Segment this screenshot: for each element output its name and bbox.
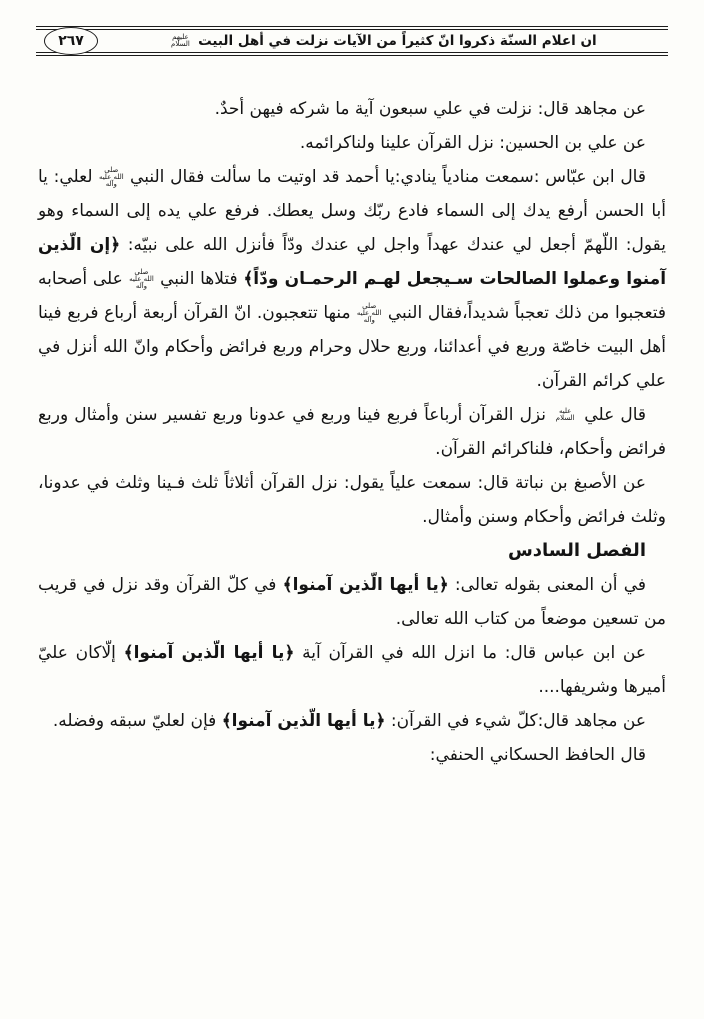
- page-number-badge: [44, 27, 98, 55]
- quran-quote: ﴿يا أيها الّذين آمنوا﴾: [123, 643, 295, 663]
- header-title-text: ان اعلام السنّة ذكروا انّ كثيراً من الآيات نزلت في أهل البيت: [198, 33, 597, 49]
- text-run: إلّاكان عليّ أميرها وشريفها....: [38, 643, 666, 697]
- header-row: [36, 30, 668, 52]
- quran-quote: ﴿إن الّذين آمنوا وعملوا الصالحات سـيجعل لهـم الرحمـان ودّاً﴾: [38, 235, 667, 289]
- text-run: لعلي: يا أبا الحسن أرفع يدك إلى السماء فادع ربّك وسل يعطك. فرفع علي يده إلى السماء وهو يقول: اللّهمّ أجعل لي عندك عهداً واجل لي عندك ودّاً فأنزل الله على نبيّه:: [38, 167, 666, 255]
- header-bottom-rule: [36, 52, 668, 56]
- paragraph: [38, 92, 666, 126]
- honorific-mark: عليهم السلام: [170, 33, 190, 48]
- paragraph: [38, 160, 666, 398]
- text-run: على أصحابه فتعجبوا من ذلك تعجباً شديداً،فقال النبي: [38, 269, 667, 323]
- text-run: عن الأصبغ بن نباتة قال: سمعت علياً يقول: نزل القرآن أثلاثاً ثلث فـينا وثلث في عدونا، وثلث فرائض وأحكام وسنن وأمثال.: [38, 473, 666, 527]
- honorific-mark: صلى الله عليه وآله: [98, 165, 124, 188]
- paragraph: [38, 738, 666, 772]
- page-number: ٢٦٧: [58, 33, 84, 49]
- text-run: عن مجاهد قال: نزلت في علي سبعون آية ما شركه فيهن أحدٌ.: [214, 99, 646, 119]
- paragraph: [38, 466, 666, 534]
- text-run: فإن لعليّ سبقه وفضله.: [52, 711, 217, 731]
- page-body: [38, 92, 666, 772]
- text-run: قال الحافظ الحسكاني الحنفي:: [429, 745, 646, 765]
- paragraph: [38, 126, 666, 160]
- quran-quote: ﴿يا أيها الّذين آمنوا﴾: [282, 575, 449, 595]
- text-run: في كلّ القرآن وقد نزل في قريب من تسعين موضعاً من كتاب الله تعالى.: [38, 575, 666, 629]
- quran-quote: ﴿يا أيها الّذين آمنوا﴾: [221, 711, 386, 731]
- text-run: فتلاها النبي: [154, 269, 238, 289]
- paragraph: [38, 398, 666, 466]
- header-title: [108, 33, 656, 49]
- honorific-mark: صلى الله عليه وآله: [356, 301, 382, 324]
- paragraph: [38, 704, 666, 738]
- section-heading: الفصل السادس: [507, 540, 646, 561]
- text-run: عن ابن عباس قال: ما انزل الله في القرآن آية: [294, 643, 647, 663]
- honorific-mark: صلى الله عليه وآله: [129, 267, 154, 290]
- text-run: في أن المعنى بقوله تعالى:: [448, 575, 647, 595]
- honorific-mark: عليه السلام: [555, 407, 575, 422]
- text-run: منها تتعجبون. انّ القرآن أربعة أرباع فربع فينا أهل البيت خاصّة وربع في أعدائنا، وربع حلال وحرام وربع فرائض وأحكام وانّ الله أنزل في علي كرائم القرآن.: [38, 303, 666, 391]
- page-header: [36, 26, 668, 56]
- text-run: عن مجاهد قال:كلّ شيء في القرآن:: [385, 711, 646, 731]
- text-run: نزل القرآن أرباعاً فربع فينا وربع في عدونا وربع تفسير سنن وأمثال وربع فرائض وأحكام، فلناكرائم القرآن.: [38, 405, 666, 459]
- paragraph: [38, 568, 666, 636]
- text-run: قال ابن عبّاس :سمعت منادياً ينادي:يا أحمد قد اوتيت ما سألت فقال النبي: [124, 167, 646, 187]
- text-run: قال علي: [578, 405, 646, 425]
- text-run: عن علي بن الحسين: نزل القرآن علينا ولناكرائمه.: [299, 133, 646, 153]
- paragraph: [38, 636, 666, 704]
